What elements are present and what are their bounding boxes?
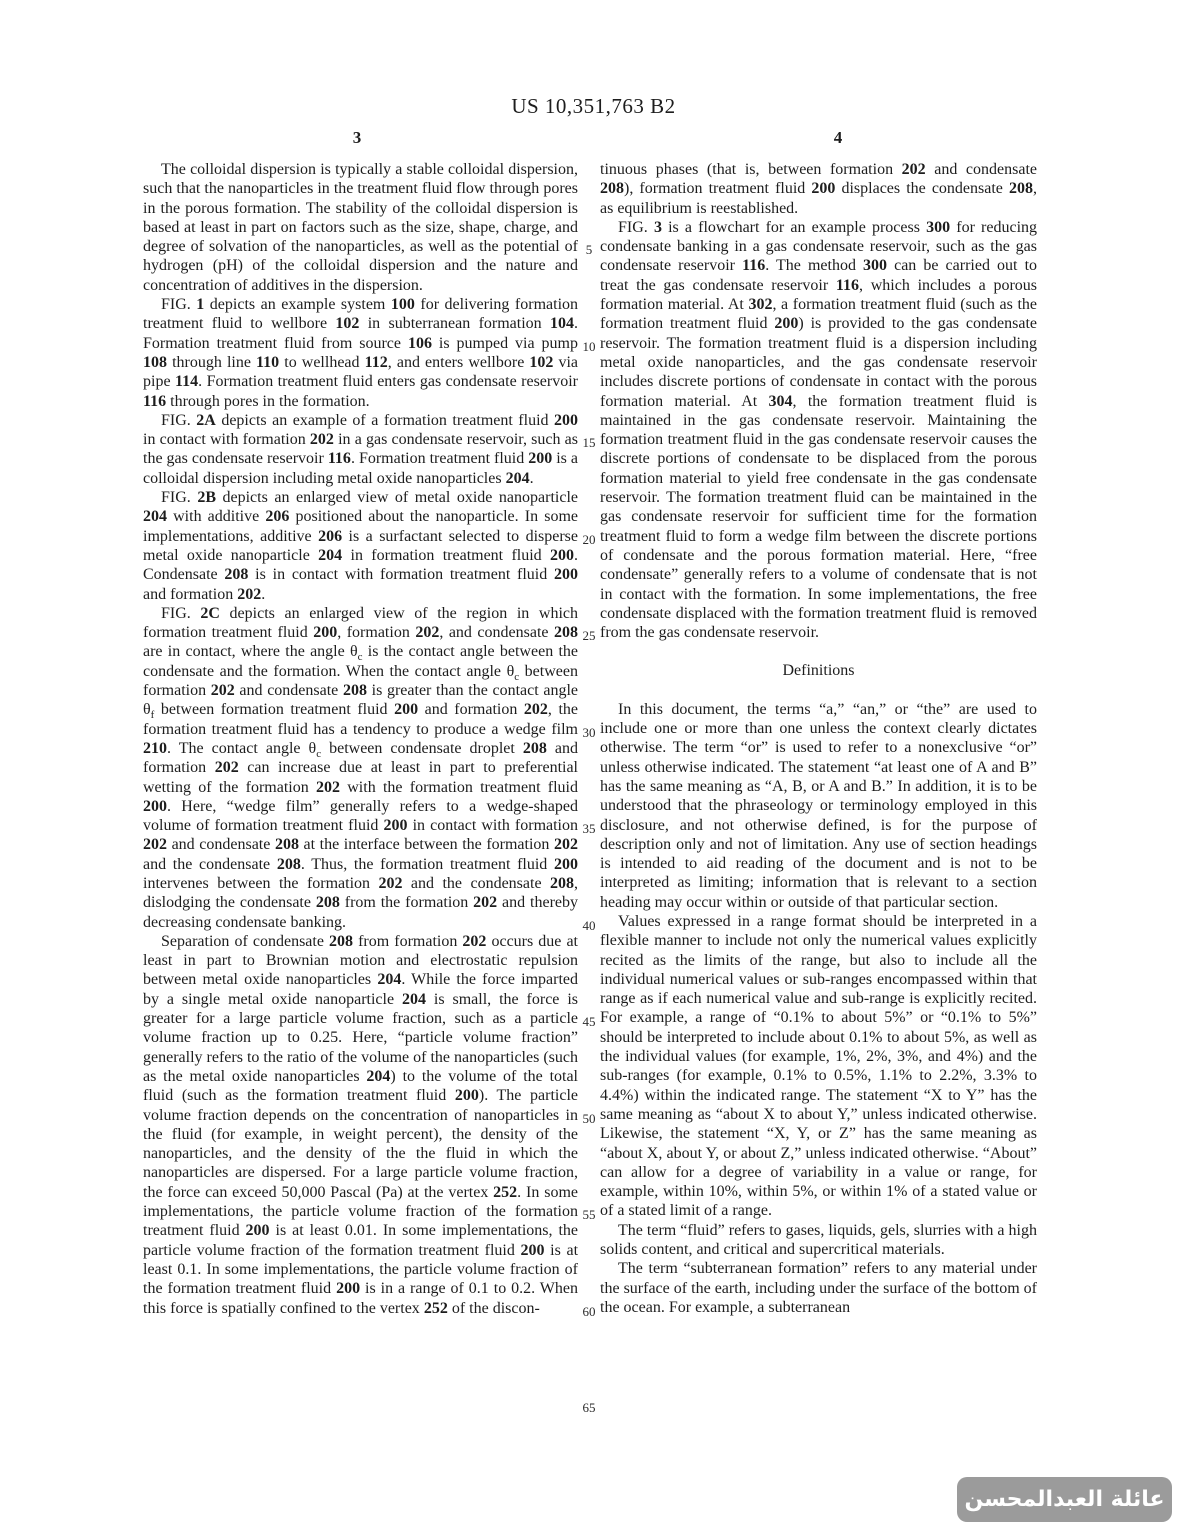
column-number-4: 4	[833, 128, 843, 147]
watermark-badge	[957, 1477, 1172, 1522]
paragraph: FIG. 1 depicts an example system 100 for delivering formation treatment fluid to wellbore 102 in subterranean formation 104. Formation treatment fluid from source 106 is pumped via pump 108 through line 110 to wellhead 112, and enters wellbore 102 via pipe 114. Formation treatment fluid enters gas condensate reservoir 116 through pores in the formation.	[143, 296, 579, 410]
right-column-bottom	[600, 700, 1037, 1318]
paragraph: The term “subterranean formation” refers to any material under the surface of the earth, including under the surface of the bottom of the ocean. For example, a subterranean	[600, 1260, 1037, 1316]
right-column-top	[600, 160, 1037, 642]
line-number: 65	[582, 1400, 596, 1416]
column-number-3: 3	[352, 128, 362, 147]
line-number: 50	[582, 1110, 596, 1126]
line-number: 10	[582, 338, 596, 354]
paragraph: FIG. 2A depicts an example of a formation treatment fluid 200 in contact with formation 202 in a gas condensate reservoir, such as the gas condensate reservoir 116. Formation treatment fluid 200 is a colloidal dispersion including metal oxide nanoparticles 204.	[143, 411, 579, 487]
paragraph: FIG. 2B depicts an enlarged view of metal oxide nanoparticle 204 with additive 206 positioned about the nanoparticle. In some implementations, additive 206 is a surfactant selected to disperse metal oxide nanoparticle 204 in formation treatment fluid 200. Condensate 208 is in contact with formation treatment fluid 200 and formation 202.	[143, 489, 579, 603]
paragraph: FIG. 3 is a flowchart for an example process 300 for reducing condensate banking in a gas condensate reservoir, such as the gas condensate reservoir 116. The method 300 can be carried out to treat the gas condensate reservoir 116, which includes a porous formation material. At 302, a formation treatment fluid (such as the formation treatment fluid 200) is provided to the gas condensate reservoir. The formation treatment fluid is a dispersion including metal oxide nanoparticles, and the gas condensate reservoir includes discrete portions of condensate in contact with the porous formation material. At 304, the formation treatment fluid is maintained in the gas condensate reservoir. Maintaining the formation treatment fluid in the gas condensate reservoir causes the discrete portions of condensate to be displaced from the porous formation material to yield free condensate in the gas condensate reservoir. The formation treatment fluid can be maintained in the gas condensate reservoir for sufficient time for the formation treatment fluid to form a wedge film between the discrete portions of condensate and the porous formation material. Here, “free condensate” generally refers to a volume of condensate that is not in contact with the formation. In some implementations, the free condensate displaced with the formation treatment fluid is removed from the gas condensate reservoir.	[600, 218, 1038, 642]
paragraph: The term “fluid” refers to gases, liquids, gels, slurries with a high solids content, and critical and supercritical materials.	[600, 1221, 1037, 1259]
line-number: 35	[582, 821, 596, 837]
line-number: 5	[585, 242, 593, 258]
line-number: 25	[582, 628, 596, 644]
right-text-column	[600, 160, 1037, 1317]
line-number: 60	[582, 1303, 596, 1319]
line-number: 55	[582, 1207, 596, 1223]
line-number: 30	[582, 724, 596, 740]
patent-number-header: US 10,351,763 B2	[511, 94, 676, 118]
line-number: 45	[582, 1014, 596, 1030]
section-heading-definitions: Definitions	[782, 662, 855, 680]
paragraph: FIG. 2C depicts an enlarged view of the region in which formation treatment fluid 200, formation 202, and condensate 208 are in contact, where the angle $\theta_c$ is the contact angle between the condensate and the formation. When the contact angle $\theta_c$ between formation 202 and condensate 208 is greater than the contact angle $\theta_f$ between formation treatment fluid 200 and formation 202, the formation treatment fluid has a tendency to produce a wedge film 210. The contact angle $\theta_c$ between condensate droplet 208 and formation 202 can increase due at least in part to preferential wetting of the formation 202 with the formation treatment fluid 200. Here, “wedge film” generally refers to a wedge-shaped volume of formation treatment fluid 200 in contact with formation 202 and condensate 208 at the interface between the formation 202 and the condensate 208. Thus, the formation treatment fluid 200 intervenes between the formation 202 and the condensate 208, dislodging the condensate 208 from the formation 202 and thereby decreasing condensate banking.	[143, 604, 579, 931]
left-text-column	[143, 160, 578, 1318]
paragraph: Values expressed in a range format should be interpreted in a flexible manner to include not only the numerical values explicitly recited as the limits of the range, but also to include all the individual numerical values or sub-ranges encompassed within that range as if each numerical value and sub-range is explicitly recited. For example, a range of “0.1% to about 5%” or “0.1% to 5%” should be interpreted to include about 0.1% to about 5%, as well as the individual values (for example, 1%, 2%, 3%, and 4%) and the sub-ranges (for example, 0.1% to 0.5%, 1.1% to 2.2%, 3.3% to 4.4%) within the indicated range. The statement “X to Y” has the same meaning as “about X to about Y,” unless indicated otherwise. Likewise, the statement “X, Y, or Z” has the same meaning as “about X, about Y, or about Z,” unless indicated otherwise. “About” can allow for a degree of variability in a value or range, for example, within 10%, within 5%, or within 1% of a stated value or of a stated limit of a range.	[600, 912, 1037, 1220]
line-number: 20	[582, 531, 596, 547]
line-number: 15	[582, 435, 596, 451]
watermark-text: عائلة العبدالمحسن	[964, 1487, 1165, 1512]
paragraph: In this document, the terms “a,” “an,” or “the” are used to include one or more than one unless the context clearly dictates otherwise. The term “or” is used to refer to a nonexclusive “or” unless otherwise indicated. The statement “at least one of A and B” has the same meaning as “A, B, or A and B.” In addition, it is to be understood that the phraseology or terminology employed in this disclosure, and not otherwise defined, is for the purpose of description only and not of limitation. Any use of section headings is intended to aid reading of the document and is not to be interpreted as limiting; information that is relevant to a section heading may occur within or outside of that particular section.	[600, 700, 1037, 911]
line-number: 40	[582, 917, 596, 933]
paragraph: Separation of condensate 208 from formation 202 occurs due at least in part to Brownian motion and electrostatic repulsion between metal oxide nanoparticles 204. While the force imparted by a single metal oxide nanoparticle 204 is small, the force is greater for a large particle volume fraction, such as a particle volume fraction up to 0.25. Here, “particle volume fraction” generally refers to the ratio of the volume of the nanoparticles (such as the metal oxide nanoparticles 204) to the volume of the total fluid (such as the formation treatment fluid 200). The particle volume fraction depends on the concentration of nanoparticles in the fluid (for example, in weight percent), the density of the nanoparticles, and the density of the the fluid in which the nanoparticles are dispersed. For a large particle volume fraction, the force can exceed 50,000 Pascal (Pa) at the vertex 252. In some implementations, the particle volume fraction of the formation treatment fluid 200 is at least 0.01. In some implementations, the particle volume fraction of the formation treatment fluid 200 is at least 0.1. In some implementations, the particle volume fraction of the formation treatment fluid 200 is in a range of 0.1 to 0.2. When this force is spatially confined to the vertex 252 of the discon-	[143, 932, 579, 1317]
paragraph: The colloidal dispersion is typically a stable colloidal dispersion, such that the nanoparticles in the treatment fluid flow through pores in the porous formation. The stability of the colloidal dispersion is based at least in part on factors such as the size, shape, charge, and degree of solvation of the nanoparticles, as well as the potential of hydrogen (pH) of the colloidal dispersion and the nature and concentration of additives in the dispersion.	[143, 161, 578, 294]
line-number-gutter	[576, 160, 602, 1480]
paragraph: tinuous phases (that is, between formation 202 and condensate 208), formation treatment fluid 200 displaces the condensate 208, as equilibrium is reestablished.	[600, 161, 1037, 217]
